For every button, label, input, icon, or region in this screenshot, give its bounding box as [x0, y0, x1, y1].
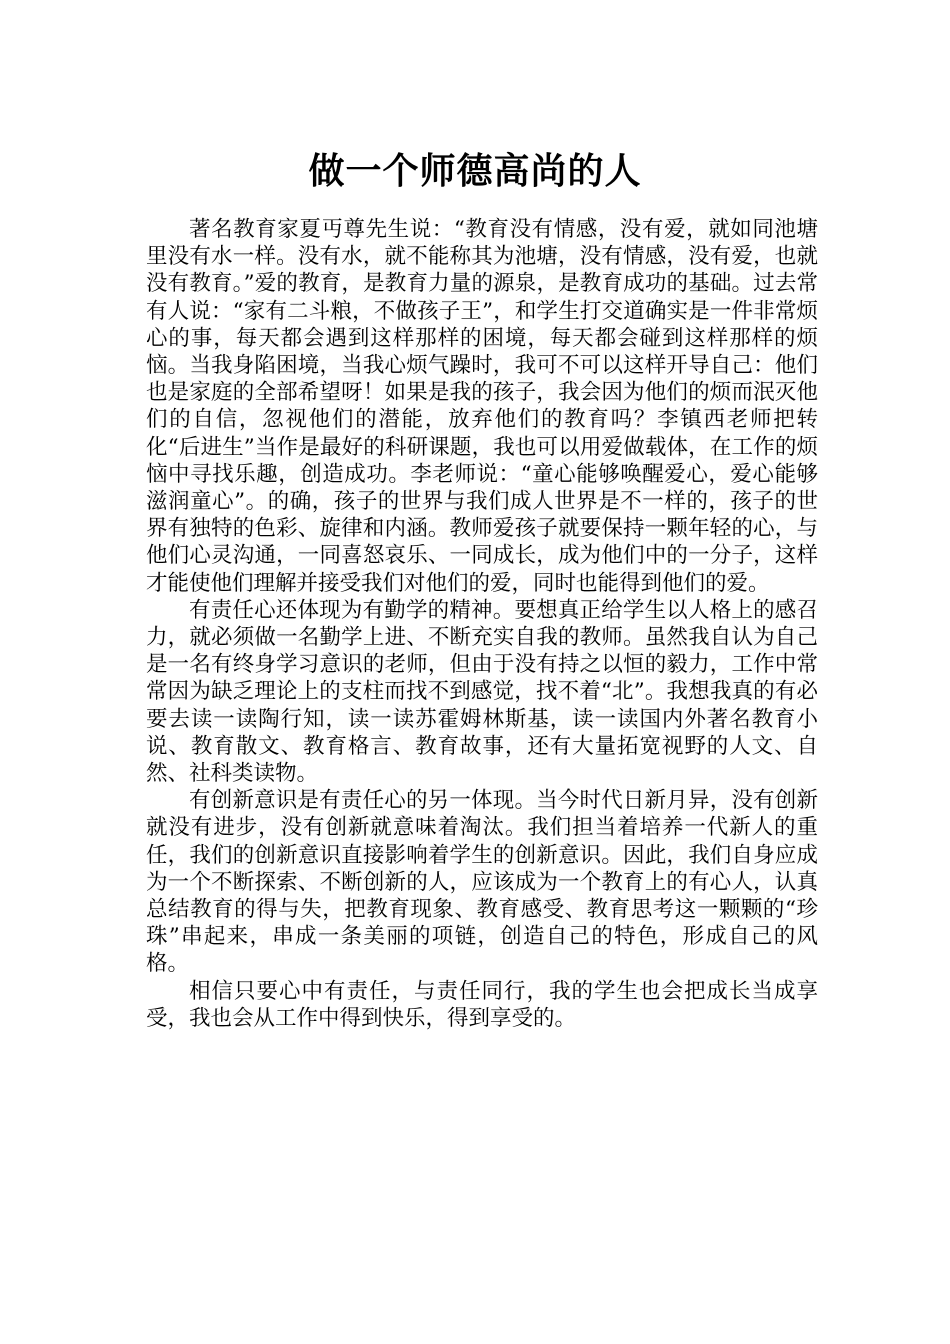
- body-paragraph-3: 有创新意识是有责任心的另一体现。当今时代日新月异，没有创新就没有进步，没有创新就意味着淘汰。我们担当着培养一代新人的重任，我们的创新意识直接影响着学生的创新意识。因此，我们自身应成为一个不断探索、不断创新的人，应该成为一个教育上的有心人，认真总结教育的得与失，把教育现象、教育感受、教育思考这一颗颗的“珍珠”串起来，串成一条美丽的项链，创造自己的特色，形成自己的风格。: [146, 788, 818, 977]
- body-paragraph-4: 相信只要心中有责任，与责任同行，我的学生也会把成长当成享受，我也会从工作中得到快乐，得到享受的。: [146, 978, 818, 1031]
- body-paragraph-2: 有责任心还体现为有勤学的精神。要想真正给学生以人格上的感召力，就必须做一名勤学上进、不断充实自我的教师。虽然我自认为自己是一名有终身学习意识的老师，但由于没有持之以恒的毅力，工作中常常因为缺乏理论上的支柱而找不到感觉，找不着“北”。我想我真的有必要去读一读陶行知，读一读苏霍姆林斯基，读一读国内外著名教育小说、教育散文、教育格言、教育故事，还有大量拓宽视野的人文、自然、社科类读物。: [146, 597, 818, 787]
- body-paragraph-1: 著名教育家夏丏尊先生说：“教育没有情感，没有爱，就如同池塘里没有水一样。没有水，就不能称其为池塘，没有情感，没有爱，也就没有教育。”爱的教育，是教育力量的源泉，是教育成功的基础。过去常有人说：“家有二斗粮，不做孩子王”，和学生打交道确实是一件非常烦心的事，每天都会遇到这样那样的困境，每天都会碰到这样那样的烦恼。当我身陷困境，当我心烦气躁时，我可不可以这样开导自己：他们也是家庭的全部希望呀！如果是我的孩子，我会因为他们的烦而泯灭他们的自信，忽视他们的潜能，放弃他们的教育吗？李镇西老师把转化“后进生”当作是最好的科研课题，我也可以用爱做载体，在工作的烦恼中寻找乐趣，创造成功。李老师说：“童心能够唤醒爱心，爱心能够滋润童心”。的确，孩子的世界与我们成人世界是不一样的，孩子的世界有独特的色彩、旋律和内涵。教师爱孩子就要保持一颗年轻的心，与他们心灵沟通，一同喜怒哀乐、一同成长，成为他们中的一分子，这样才能使他们理解并接受我们对他们的爱，同时也能得到他们的爱。: [146, 217, 818, 596]
- document-body: [146, 216, 818, 1032]
- document-title: 做一个师德高尚的人: [308, 150, 642, 192]
